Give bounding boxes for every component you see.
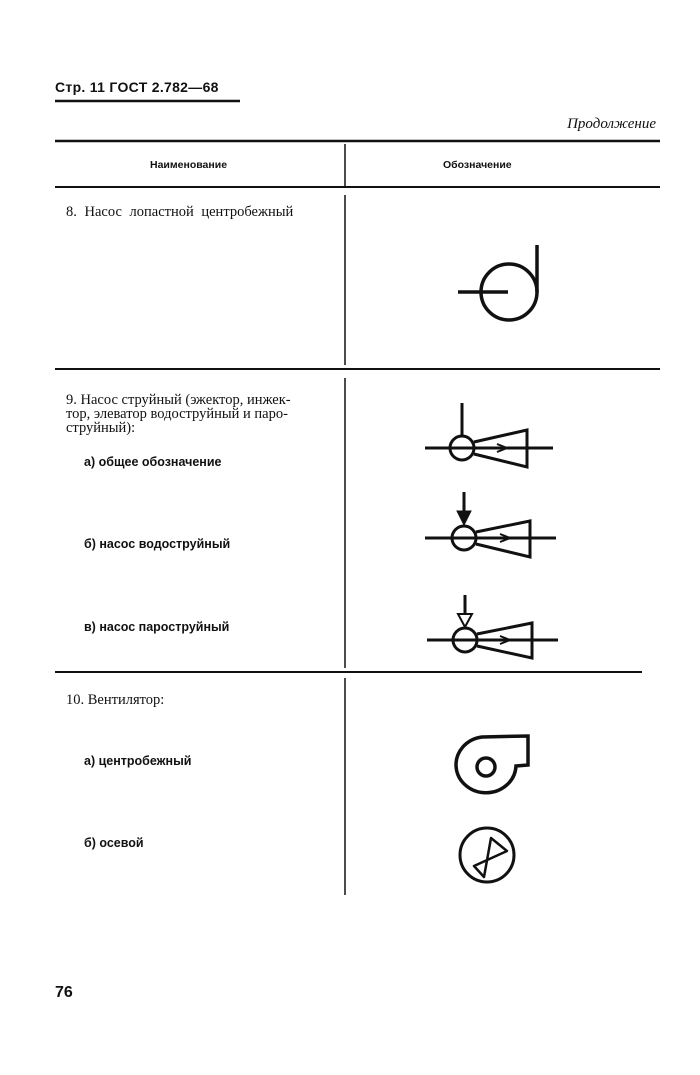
- row-10a-label: а) центробежный: [84, 754, 192, 768]
- row-9a-label: а) общее обозначение: [84, 455, 222, 469]
- steam-jet-pump-icon: [427, 595, 558, 658]
- centrifugal-fan-icon: [456, 736, 528, 793]
- row-9b-label: б) насос водоструйный: [84, 537, 231, 551]
- row-10-name: 10. Вентилятор:: [66, 692, 165, 708]
- continuation-label: Продолжение: [567, 116, 656, 132]
- row-9-name-line: тор, элеватор водоструйный и паро-: [66, 406, 288, 422]
- row-8-name: 8. Насос лопастной центробежный: [66, 204, 294, 220]
- row-9c-label: в) насос пароструйный: [84, 620, 230, 634]
- water-jet-pump-icon: [425, 492, 556, 557]
- centrifugal-pump-icon: [458, 245, 537, 320]
- axial-fan-icon: [460, 828, 514, 882]
- jet-pump-general-icon: [425, 403, 553, 467]
- row-10b-label: б) осевой: [84, 836, 144, 850]
- column-header-name: Наименование: [150, 159, 228, 171]
- page-header: Стр. 11 ГОСТ 2.782—68: [55, 79, 219, 95]
- column-header-symbol: Обозначение: [443, 159, 512, 171]
- row-9-name-line: 9. Насос струйный (эжектор, инжек-: [66, 392, 291, 408]
- row-9-name-line: струйный):: [66, 420, 136, 436]
- page-number: 76: [55, 984, 73, 1001]
